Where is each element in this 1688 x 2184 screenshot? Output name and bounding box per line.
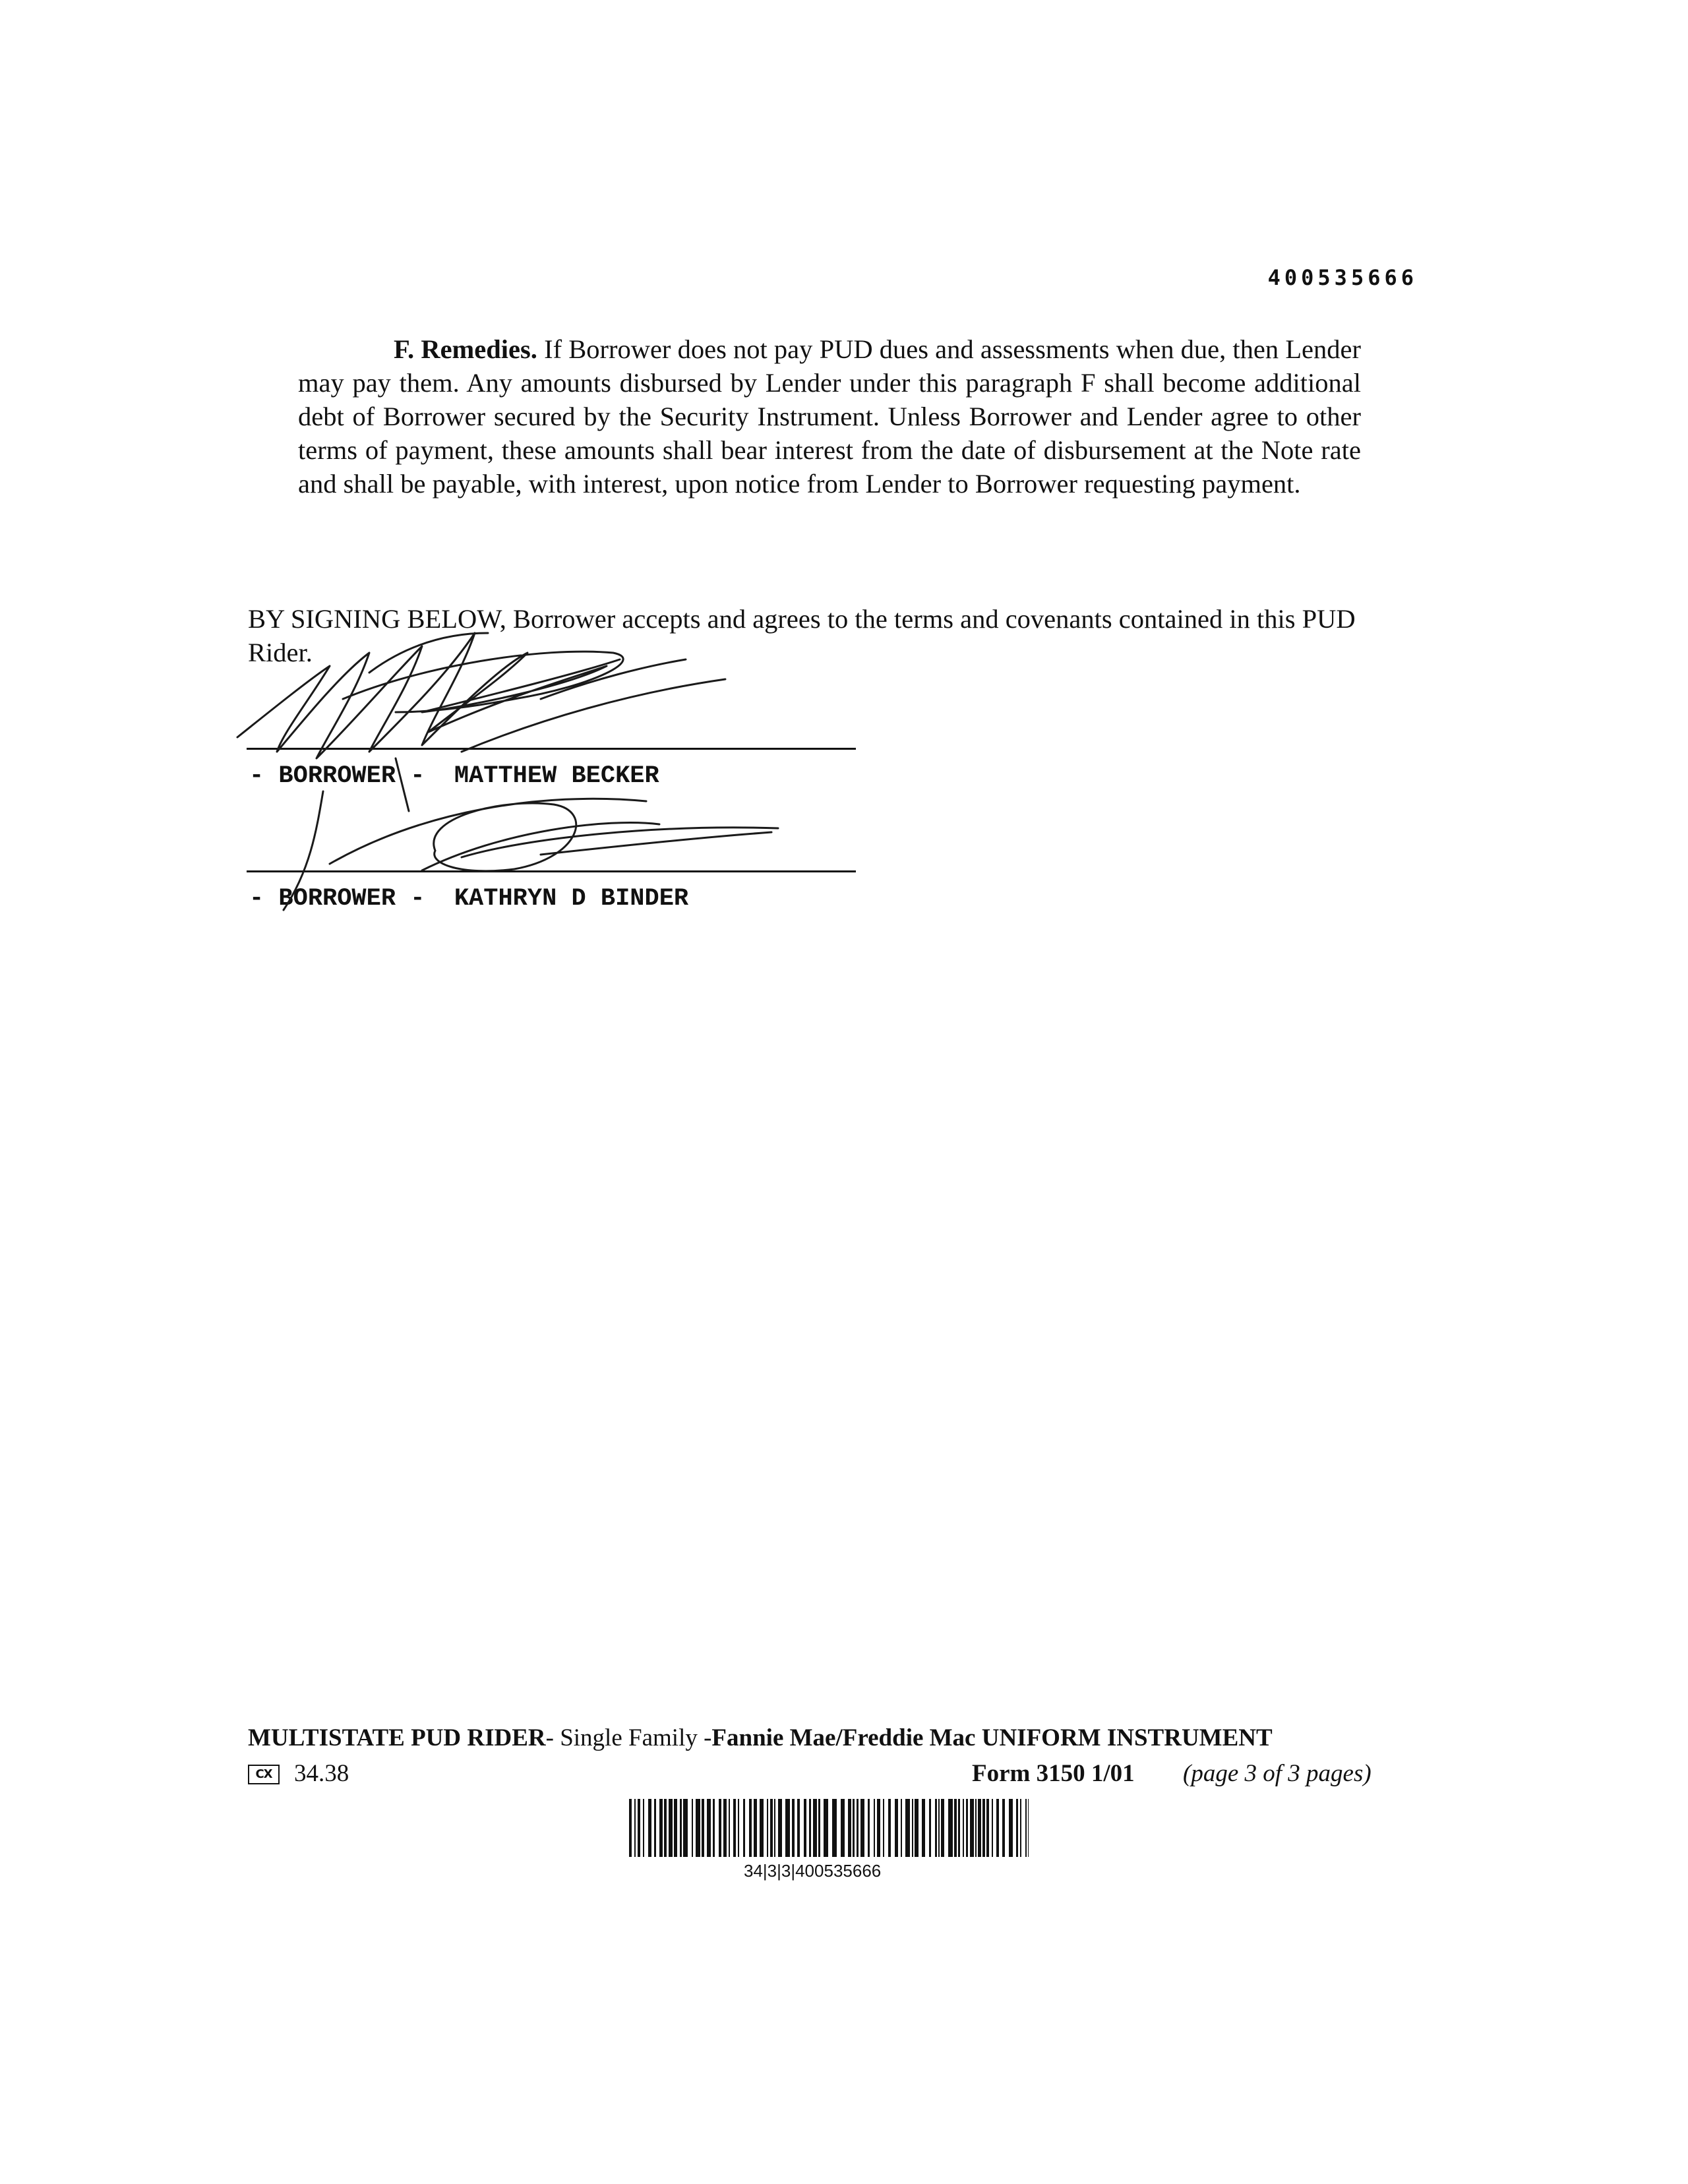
barcode-bar [996,1799,999,1857]
barcode-bar [841,1799,845,1857]
barcode-bar [874,1799,875,1857]
barcode-bar [966,1799,968,1857]
barcode-bar [986,1799,989,1857]
barcode-bar [719,1799,721,1857]
barcode-bar [877,1799,880,1857]
barcode-bar [634,1799,636,1857]
barcode-bar [778,1799,782,1857]
barcode-bar [853,1799,855,1857]
form-title-part1: MULTISTATE PUD RIDER [248,1724,546,1751]
form-logo-icon: CX [248,1765,280,1784]
barcode-bar [1002,1799,1005,1857]
barcode-bar [785,1799,790,1857]
barcode-bar [659,1799,663,1857]
barcode-bar [749,1799,752,1857]
barcode-bar [743,1799,745,1857]
barcode-bar [792,1799,795,1857]
barcode-bar [702,1799,704,1857]
barcode-bar [729,1799,730,1857]
barcode-bar [929,1799,931,1857]
signature-caption-2: - BORROWER - KATHRYN D BINDER [249,885,689,913]
barcode-bar [857,1799,859,1857]
barcode-bar [797,1799,800,1857]
barcode-bar [680,1799,682,1857]
barcode-bar [905,1799,910,1857]
barcode-bar [848,1799,851,1857]
barcode-bar [1020,1799,1021,1857]
barcode-bar [888,1799,891,1857]
barcode-bar [774,1799,775,1857]
barcode-bar [733,1799,736,1857]
page-indicator: (page 3 of 3 pages) [1183,1760,1372,1787]
barcode-bar [654,1799,656,1857]
barcode-bar [1025,1799,1027,1857]
barcode-bar [674,1799,677,1857]
remedies-text: If Borrower does not pay PUD dues and assessments when due, then Lender may pay them. Any amounts disbursed by Lender under this paragraph F shall become additional debt of Borrower secured by the Security Instrument. Unless Borrower and Lender agree to other terms of payment, these amounts shall bear interest from the date of disbursement at the Note rate and shall be payable, with interest, upon notice from Lender to Borrower requesting payment. [298,334,1361,499]
barcode-bar [818,1799,820,1857]
barcode-bar [954,1799,957,1857]
barcode-bar [948,1799,953,1857]
barcode-bar [963,1799,964,1857]
barcode-bar [938,1799,940,1857]
signature-caption-1: - BORROWER - MATTHEW BECKER [249,762,659,790]
signature-line-1 [247,748,856,750]
barcode-bar [935,1799,937,1857]
barcode-bar [978,1799,981,1857]
barcode-bar [1028,1799,1029,1857]
barcode-bar [629,1799,632,1857]
barcode-bar [754,1799,757,1857]
barcode-bar [1009,1799,1013,1857]
barcode-bar [683,1799,688,1857]
barcode-bar [912,1799,913,1857]
barcode-bar [767,1799,768,1857]
barcode-bar [1016,1799,1018,1857]
barcode-bar [804,1799,806,1857]
barcode-bar [696,1799,700,1857]
barcode-bar [975,1799,977,1857]
form-title-part2: - Single Family - [545,1724,712,1751]
barcode-bar [915,1799,919,1857]
barcode-bar [992,1799,993,1857]
barcode-bar [895,1799,898,1857]
form-number: Form 3150 1/01 [972,1760,1135,1787]
barcode-bar [770,1799,773,1857]
remedies-heading: F. Remedies. [394,334,537,364]
signature-line-2 [247,870,856,872]
barcode-bar [648,1799,651,1857]
barcode-bar [643,1799,644,1857]
loan-number: 400535666 [1267,265,1418,290]
barcode-bar [707,1799,711,1857]
signing-statement: BY SIGNING BELOW, Borrower accepts and agrees to the terms and covenants contained in this PUD Rider. [248,604,1356,667]
barcode-bar [970,1799,974,1857]
barcode-bar [664,1799,667,1857]
barcode-bar [883,1799,884,1857]
barcode-bar [713,1799,715,1857]
barcode-bar [824,1799,828,1857]
barcode-bar [868,1799,870,1857]
form-title [248,1724,1273,1752]
barcode-bar [901,1799,902,1857]
barcode-bar [809,1799,811,1857]
barcode-bar [922,1799,925,1857]
barcode [629,1799,1033,1858]
barcode-bar [760,1799,764,1857]
barcode-bar [860,1799,864,1857]
form-title-part3: Fannie Mae/Freddie Mac UNIFORM INSTRUMENT [711,1724,1273,1751]
remedies-paragraph [298,332,1361,501]
barcode-bar [738,1799,739,1857]
barcode-bar [813,1799,817,1857]
barcode-bar [832,1799,837,1857]
barcode-bar [982,1799,985,1857]
form-code: 34.38 [294,1760,349,1787]
barcode-bar [958,1799,960,1857]
barcode-bar [723,1799,727,1857]
barcode-bar [692,1799,693,1857]
barcode-text: 34|3|3|400535666 [744,1861,882,1881]
barcode-bar [941,1799,944,1857]
barcode-bar [638,1799,640,1857]
barcode-bar [669,1799,673,1857]
